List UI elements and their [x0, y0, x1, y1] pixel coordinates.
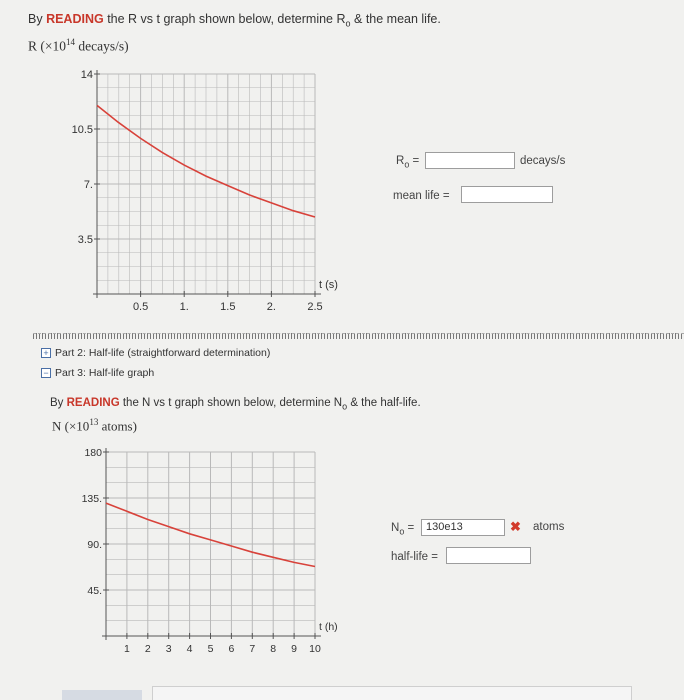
part3-label[interactable]: Part 3: Half-life graph [55, 367, 155, 379]
x-axis-label: t (s) [319, 279, 338, 291]
ylabel-text: R (×10 [28, 38, 66, 54]
x-tick-label: 3 [165, 643, 172, 655]
mean-life-label: mean life = [393, 190, 450, 202]
r0-equals: = [409, 155, 420, 167]
r-vs-t-chart [60, 60, 360, 320]
part3-toggle[interactable] [41, 367, 154, 379]
question-text: the N vs t graph shown below, determine N [119, 397, 343, 409]
x-tick-label: 4 [186, 643, 193, 655]
question-text: & the half-life. [347, 397, 421, 409]
part2-toggle[interactable] [41, 347, 270, 359]
n0-equals: = [404, 522, 415, 534]
part1-question [28, 12, 441, 29]
bottom-button-edge[interactable] [62, 690, 142, 700]
y-tick-label: 3.5 [77, 234, 93, 246]
y-tick-label: 180 [84, 447, 102, 459]
question-text: By [50, 397, 67, 409]
chart2-ylabel [52, 417, 137, 434]
section-divider [33, 333, 684, 339]
part2-label[interactable]: Part 2: Half-life (straightforward determination) [55, 347, 271, 359]
x-tick-label: 2.5 [307, 301, 323, 313]
ylabel-text: N (×10 [52, 418, 90, 434]
n-vs-t-chart [70, 440, 370, 665]
x-tick-label: 7 [249, 643, 256, 655]
n0-unit: atoms [533, 521, 565, 533]
minus-square-icon[interactable]: − [41, 368, 51, 378]
x-tick-label: 2 [144, 643, 151, 655]
question-text: & the mean life. [350, 12, 441, 26]
n0-label [391, 522, 414, 536]
chart1-ylabel [28, 37, 129, 55]
x-mark-icon: ✖ [510, 519, 521, 534]
question-highlight: READING [46, 12, 104, 26]
x-axis-label: t (h) [319, 621, 338, 633]
x-tick-label: 5 [207, 643, 214, 655]
question-highlight: READING [66, 397, 120, 409]
question-subscript: o [345, 18, 351, 29]
x-tick-label: 6 [228, 643, 235, 655]
x-tick-label: 0.5 [132, 301, 149, 313]
half-life-input[interactable] [446, 547, 531, 564]
x-tick-label: 10 [309, 643, 321, 655]
x-tick-label: 2. [266, 301, 276, 313]
ylabel-exponent: 14 [66, 37, 75, 47]
n0-input[interactable]: 130e13 [421, 519, 505, 536]
y-tick-label: 7. [83, 179, 93, 191]
part3-question [50, 397, 421, 411]
ylabel-text: decays/s) [75, 38, 129, 54]
r0-unit: decays/s [520, 155, 566, 167]
n0-symbol: N [391, 522, 400, 534]
y-tick-label: 90. [87, 539, 102, 551]
r0-subscript: o [404, 159, 410, 170]
x-tick-label: 1.5 [220, 301, 236, 313]
y-tick-label: 10.5 [71, 124, 93, 136]
ylabel-exponent: 13 [89, 417, 99, 427]
y-tick-label: 45. [87, 585, 102, 597]
ylabel-text: atoms) [98, 418, 137, 434]
x-tick-label: 1. [179, 301, 189, 313]
x-tick-label: 9 [291, 643, 298, 655]
y-tick-label: 135. [81, 493, 102, 505]
mean-life-input[interactable] [461, 186, 553, 203]
r0-label [396, 155, 419, 169]
question-subscript: o [342, 401, 348, 412]
r0-input[interactable] [425, 152, 515, 169]
half-life-label: half-life = [391, 551, 438, 563]
y-tick-label: 14 [80, 69, 93, 81]
x-tick-label: 1 [123, 643, 130, 655]
question-text: the R vs t graph shown below, determine R [103, 12, 346, 26]
bottom-panel-edge [152, 686, 632, 700]
x-tick-label: 8 [270, 643, 277, 655]
plus-square-icon[interactable]: + [41, 348, 51, 358]
question-text: By [28, 12, 47, 26]
r0-symbol: R [396, 155, 405, 167]
n0-subscript: o [399, 526, 405, 537]
